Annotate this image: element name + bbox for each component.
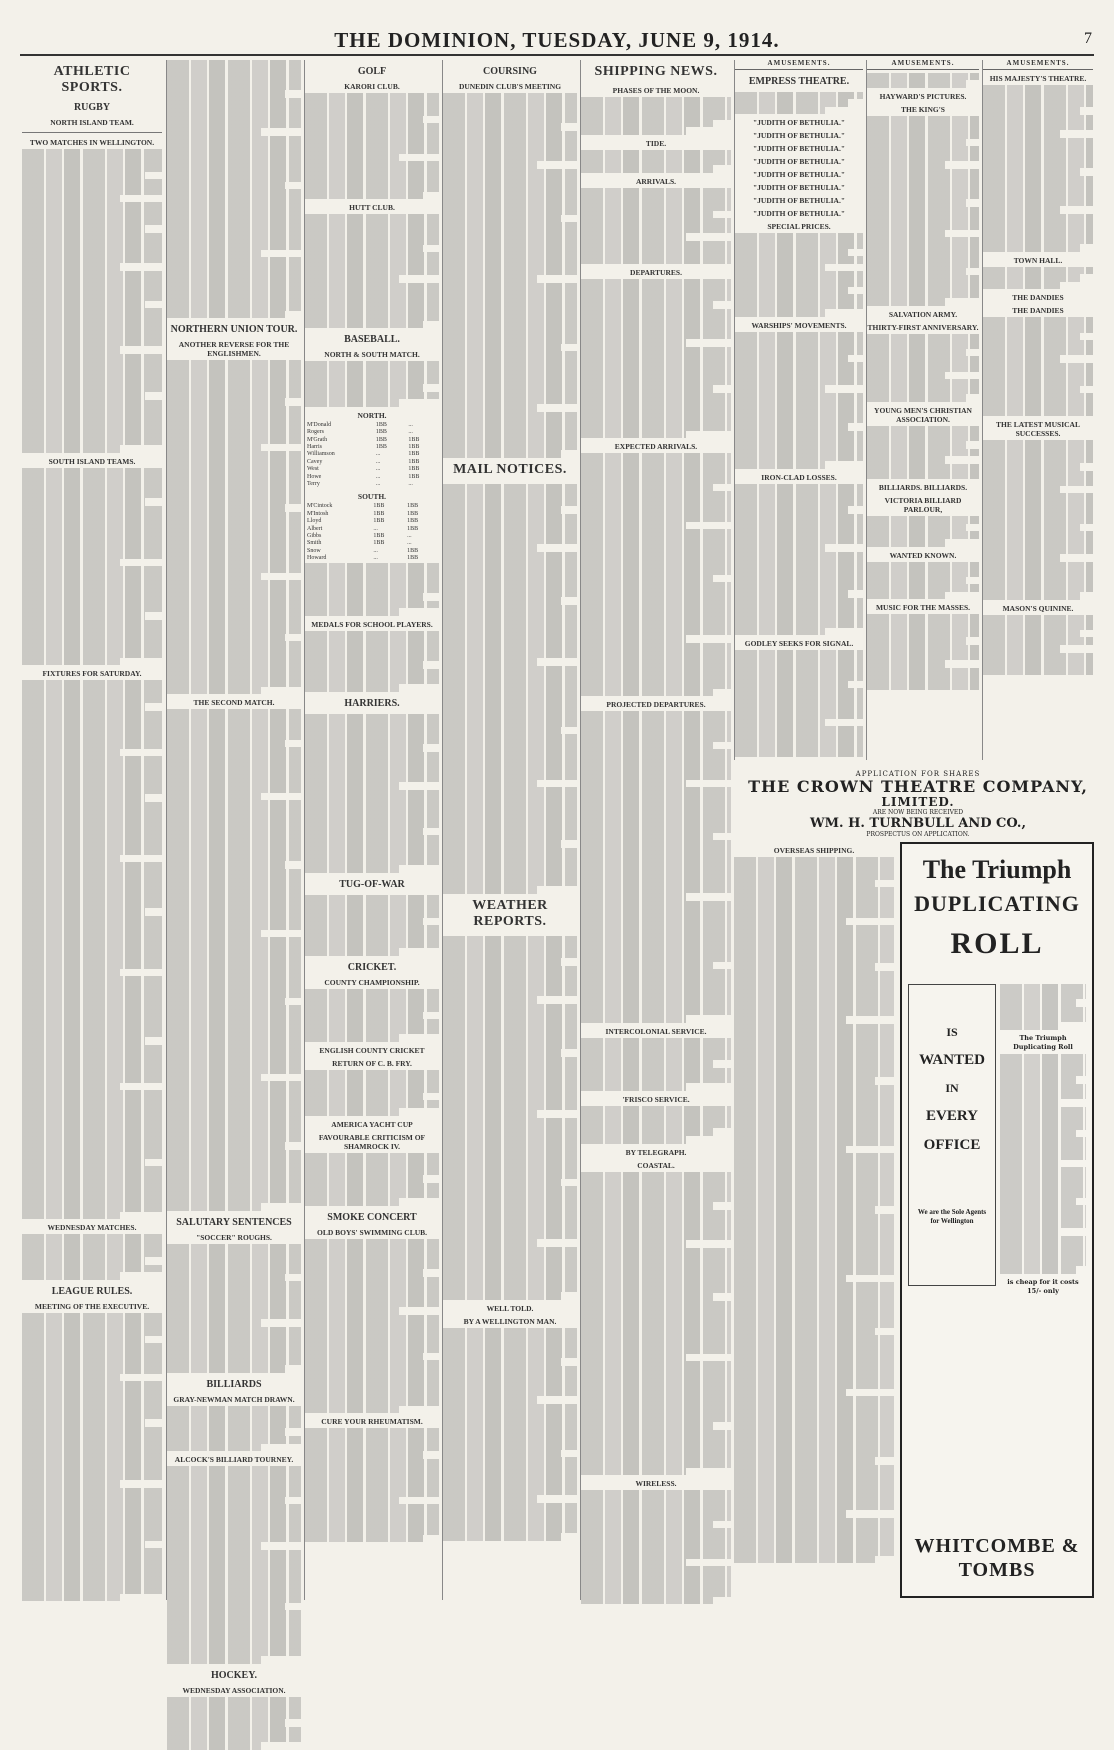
table-cell: Albert	[307, 525, 323, 532]
ad-line: is cheap for it costs 15/- only	[1007, 1277, 1079, 1295]
crown-theatre-ad	[745, 770, 1091, 836]
table-cell: Harris	[307, 444, 322, 450]
ad-title: THE CROWN THEATRE COMPANY,	[748, 777, 1088, 796]
table-cell: 1BB	[407, 518, 419, 525]
article-subheading: BY TELEGRAPH.	[625, 1147, 687, 1157]
table-cell: Howard	[307, 555, 327, 562]
ad-line: IN	[945, 1081, 959, 1095]
table-cell: 1BB	[373, 540, 385, 547]
south-table	[305, 503, 439, 562]
table-row	[305, 474, 439, 481]
table-cell: ...	[373, 525, 378, 532]
table-row	[305, 429, 439, 436]
article-heading: WEATHER REPORTS.	[472, 897, 548, 929]
column-golf-cricket	[304, 60, 439, 1600]
table-cell: 1BB	[375, 436, 387, 443]
article-subheading: THE SECOND MATCH.	[193, 698, 275, 708]
article-subheading: OLD BOYS' SWIMMING CLUB.	[316, 1227, 427, 1237]
table-cell: 1BB	[408, 444, 420, 450]
column-amusements-1	[734, 60, 863, 760]
ad-feature: "JUDITH OF BETHULIA."	[752, 118, 846, 128]
table-cell: Williamson	[307, 451, 335, 458]
article-heading: WEDNESDAY MATCHES.	[47, 1223, 137, 1233]
ad-feature: "JUDITH OF BETHULIA."	[752, 144, 846, 154]
section-heading: AMUSEMENTS.	[983, 60, 1093, 70]
article-subheading: FAVOURABLE CRITICISM OF SHAMROCK IV.	[318, 1132, 426, 1151]
table-row	[305, 437, 439, 444]
table-cell: ...	[407, 533, 412, 540]
ad-heading: HIS MAJESTY'S THEATRE.	[989, 73, 1087, 83]
table-row	[305, 481, 439, 488]
ad-heading: MASON'S QUININE.	[1002, 603, 1074, 613]
article-heading: WARSHIPS' MOVEMENTS.	[751, 320, 847, 330]
table-row	[305, 533, 439, 540]
column-athletic-sports	[22, 60, 162, 1600]
table-cell: ...	[408, 421, 413, 428]
article-subheading: CURE YOUR RHEUMATISM.	[321, 1417, 423, 1427]
ad-subheading: THIRTY-FIRST ANNIVERSARY.	[867, 322, 979, 332]
ad-line: IS	[946, 1025, 958, 1039]
article-subheading: PROJECTED DEPARTURES.	[606, 700, 706, 710]
article-subheading: NORTH & SOUTH MATCH.	[324, 350, 420, 360]
table-cell: 1BB	[407, 547, 419, 554]
article-subheading: WIRELESS.	[635, 1479, 677, 1489]
article-heading: IRON-CLAD LOSSES.	[761, 472, 837, 482]
article-subheading: COASTAL.	[637, 1160, 675, 1170]
article-heading: HOCKEY.	[210, 1669, 258, 1681]
table-cell: ...	[375, 458, 381, 465]
table-cell: ...	[407, 540, 412, 547]
article-heading: CRICKET.	[347, 961, 397, 973]
table-row	[305, 526, 439, 533]
table-row	[305, 444, 439, 451]
ad-feature: "JUDITH OF BETHULIA."	[752, 209, 846, 219]
article-subheading: BY A WELLINGTON MAN.	[463, 1317, 557, 1327]
article-subheading: AMERICA YACHT CUP	[331, 1119, 413, 1129]
article-heading: BASEBALL.	[344, 334, 400, 346]
article-heading: HARRIERS.	[344, 697, 400, 709]
table-cell: ...	[373, 555, 378, 562]
table-cell: M'Grath	[307, 436, 328, 443]
triumph-duplicating-roll-ad	[900, 842, 1094, 1598]
column-amusements-2	[866, 60, 979, 760]
ad-subheading: VICTORIA BILLIARD PARLOUR,	[884, 496, 962, 515]
section-heading: SHIPPING NEWS.	[594, 64, 718, 79]
section-heading: AMUSEMENTS.	[735, 60, 863, 70]
article-subheading: GRAY-NEWMAN MATCH DRAWN.	[173, 1394, 295, 1404]
ad-line: ROLL	[950, 927, 1044, 960]
table-cell: 1BB	[375, 444, 387, 450]
article-subheading: DUNEDIN CLUB'S MEETING	[458, 82, 562, 91]
ad-heading: THE LATEST MUSICAL SUCCESSES.	[996, 420, 1080, 439]
ad-feature: "JUDITH OF BETHULIA."	[752, 183, 846, 193]
ad-line: DUPLICATING	[914, 891, 1080, 916]
table-cell: Terry	[307, 481, 320, 488]
article-subheading: TIDE.	[645, 138, 667, 148]
table-cell: ...	[375, 466, 381, 473]
article-heading: SOUTH ISLAND TEAMS.	[48, 456, 136, 466]
ad-heading: MUSIC FOR THE MASSES.	[875, 603, 971, 613]
article-subheading: ENGLISH COUNTY CRICKET	[319, 1045, 425, 1055]
team-heading: SOUTH.	[357, 492, 387, 502]
table-cell: 1BB	[408, 466, 420, 473]
article-heading: NORTHERN UNION TOUR.	[170, 324, 298, 336]
ad-agent: WM. H. TURNBULL AND CO.,	[810, 816, 1026, 831]
table-row	[305, 511, 439, 518]
ad-line: We are the Sole Agents for Wellington	[917, 1208, 987, 1225]
article-subheading: COUNTY CHAMPIONSHIP.	[324, 977, 420, 987]
subsection-heading: RUGBY	[73, 102, 111, 113]
ad-line: ARE NOW BEING RECEIVED	[872, 809, 964, 816]
article-heading: GODLEY SEEKS FOR SIGNAL.	[744, 639, 854, 649]
subsection-heading: LEAGUE RULES.	[51, 1285, 133, 1297]
article-heading: BILLIARDS	[206, 1378, 262, 1390]
table-cell: ...	[408, 481, 413, 488]
table-row	[305, 518, 439, 525]
article-subheading: RETURN OF C. B. FRY.	[332, 1058, 412, 1068]
article-subheading: DEPARTURES.	[630, 267, 682, 277]
table-row	[305, 503, 439, 510]
article-subheading: HUTT CLUB.	[349, 203, 395, 213]
ad-line: PROSPECTUS ON APPLICATION.	[866, 831, 970, 838]
table-cell: ...	[375, 473, 381, 480]
article-subheading: PHASES OF THE MOON.	[612, 86, 700, 95]
article-heading: SALUTARY SENTENCES	[176, 1216, 292, 1228]
table-cell: 1BB	[373, 503, 385, 510]
page-number: 7	[1084, 30, 1092, 47]
north-table	[305, 422, 439, 489]
ad-inner-box	[908, 984, 996, 1286]
article-subheading: MEDALS FOR SCHOOL PLAYERS.	[311, 619, 433, 629]
table-cell: 1BB	[375, 421, 387, 428]
ad-heading: TOWN HALL.	[1013, 255, 1063, 265]
table-cell: 1BB	[407, 555, 419, 562]
table-cell: ...	[373, 547, 378, 554]
column-coursing	[442, 60, 577, 1600]
ad-title: LIMITED.	[881, 795, 955, 809]
column-amusements-3	[982, 60, 1093, 760]
article-heading: FIXTURES FOR SATURDAY.	[42, 669, 142, 679]
newspaper-title: THE DOMINION, TUESDAY, JUNE 9, 1914.	[334, 28, 780, 52]
table-row	[305, 555, 439, 562]
article-heading: TUG-OF-WAR	[339, 879, 405, 891]
ad-feature: SPECIAL PRICES.	[767, 222, 831, 232]
ad-heading: WANTED KNOWN.	[889, 550, 957, 560]
table-cell: M'Donald	[307, 421, 332, 428]
ad-feature: "JUDITH OF BETHULIA."	[752, 131, 846, 141]
table-cell: ...	[375, 481, 381, 488]
article-heading: WELL TOLD.	[486, 1304, 534, 1314]
article-subheading: "SOCCER" ROUGHS.	[196, 1232, 272, 1242]
team-heading: NORTH.	[357, 410, 387, 420]
table-cell: Snow	[307, 547, 321, 554]
column-northern-union	[166, 60, 301, 1695]
table-cell: 1BB	[408, 451, 420, 458]
ad-heading: EMPRESS THEATRE.	[748, 75, 850, 87]
table-cell: 1BB	[408, 436, 420, 443]
table-row	[305, 540, 439, 547]
ad-line: EVERY	[926, 1108, 978, 1124]
table-cell: 1BB	[373, 533, 385, 540]
table-cell: 1BB	[407, 503, 419, 510]
article-heading: OVERSEAS SHIPPING.	[773, 846, 855, 855]
article-subheading: INTERCOLONIAL SERVICE.	[605, 1026, 707, 1036]
article-heading: MEETING OF THE EXECUTIVE.	[34, 1301, 150, 1311]
ad-line: The Triumph Duplicating Roll	[1013, 1033, 1073, 1051]
article-heading: COURSING	[483, 66, 537, 77]
table-cell: M'Intosh	[307, 510, 329, 517]
column-overseas	[734, 842, 894, 1600]
ad-feature: "JUDITH OF BETHULIA."	[752, 157, 846, 167]
ad-heading: SALVATION ARMY.	[888, 309, 958, 319]
ad-line: APPLICATION FOR SHARES	[855, 770, 981, 778]
table-cell: Cavey	[307, 458, 323, 465]
ad-feature: "JUDITH OF BETHULIA."	[752, 196, 846, 206]
article-subheading: EXPECTED ARRIVALS.	[614, 442, 698, 452]
ad-line: OFFICE	[923, 1137, 981, 1153]
ad-heading: HAYWARD'S PICTURES.	[879, 91, 967, 101]
table-cell: 1BB	[407, 525, 419, 532]
article-heading: GOLF	[357, 66, 387, 77]
ad-feature: THE DANDIES	[1012, 293, 1064, 303]
column-shipping	[580, 60, 731, 1600]
ad-heading: THE KING'S	[901, 104, 945, 114]
article-subheading: 'FRISCO SERVICE.	[622, 1094, 690, 1104]
ad-line: WHITCOMBE & TOMBS	[914, 1535, 1080, 1581]
article-heading: SMOKE CONCERT	[327, 1211, 417, 1223]
article-subheading: WEDNESDAY ASSOCIATION.	[182, 1685, 286, 1695]
article-heading: MAIL NOTICES.	[453, 461, 567, 477]
table-row	[305, 548, 439, 555]
table-cell: Smith	[307, 540, 322, 547]
table-cell: Howe	[307, 473, 322, 480]
article-subheading: KARORI CLUB.	[344, 82, 400, 91]
table-cell: Rogers	[307, 429, 324, 436]
table-cell: West	[307, 466, 319, 473]
ad-feature: "JUDITH OF BETHULIA."	[752, 170, 846, 180]
table-row	[305, 451, 439, 458]
table-row	[305, 422, 439, 429]
table-cell: ...	[408, 429, 413, 436]
article-heading: TWO MATCHES IN WELLINGTON.	[29, 138, 155, 147]
article-subheading: ALCOCK'S BILLIARD TOURNEY.	[174, 1455, 294, 1465]
table-cell: M'Cintock	[307, 503, 333, 510]
table-cell: 1BB	[373, 518, 385, 525]
table-cell: 1BB	[407, 510, 419, 517]
ad-heading: BILLIARDS. BILLIARDS.	[878, 483, 968, 493]
table-cell: 1BB	[408, 473, 420, 480]
ad-line: The Triumph	[922, 855, 1072, 884]
ad-body-text	[1000, 984, 1086, 1304]
ad-feature: THE DANDIES	[1012, 306, 1064, 316]
ad-line: WANTED	[919, 1052, 985, 1068]
article-subheading: ANOTHER REVERSE FOR THE ENGLISHMEN.	[178, 340, 290, 359]
table-row	[305, 459, 439, 466]
section-heading: ATHLETIC SPORTS.	[53, 64, 131, 95]
table-cell: 1BB	[408, 458, 420, 465]
subsection-heading: NORTH ISLAND TEAM.	[50, 118, 134, 127]
table-row	[305, 466, 439, 473]
table-cell: 1BB	[375, 429, 387, 436]
masthead	[20, 28, 1094, 56]
divider	[22, 132, 162, 133]
table-cell: 1BB	[373, 510, 385, 517]
table-cell: Gibbs	[307, 533, 322, 540]
ad-heading: YOUNG MEN'S CHRISTIAN ASSOCIATION.	[874, 405, 972, 424]
table-cell: Lloyd	[307, 518, 322, 525]
table-cell: ...	[375, 451, 381, 458]
article-subheading: ARRIVALS.	[635, 176, 677, 186]
section-heading: AMUSEMENTS.	[867, 60, 979, 70]
